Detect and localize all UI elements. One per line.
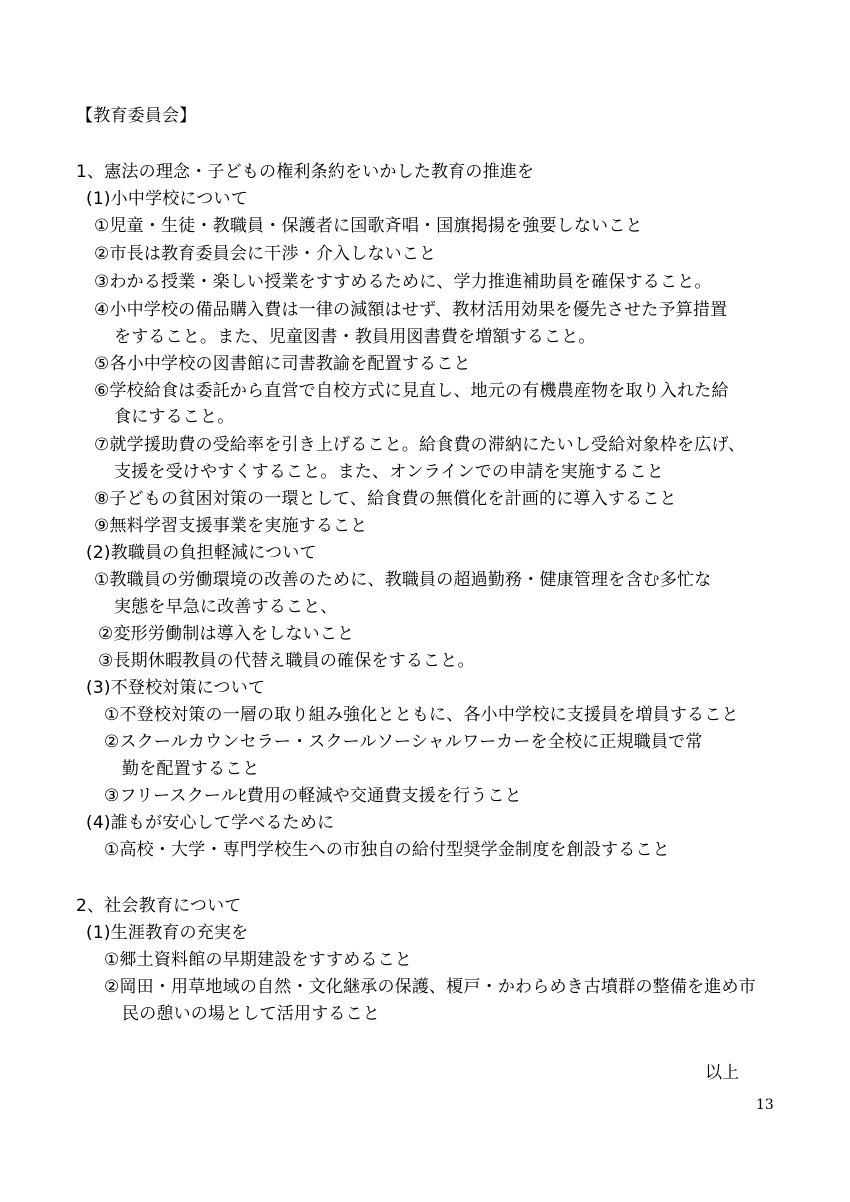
list-item: ⑥学校給食は委託から直営で自校方式に見直し、地元の有機農産物を取り入れた給 — [94, 381, 729, 401]
subsection-1-3-title: (3)不登校対策について — [86, 678, 266, 698]
list-item: ⑦就学援助費の受給率を引き上げること。給食費の滞納にたいし受給対象枠を広げ、 — [94, 435, 746, 455]
list-item: ①郷土資料館の早期建設をすすめること — [104, 950, 413, 970]
list-item: ⑨無料学習支援事業を実施すること — [94, 516, 368, 536]
list-item: ①不登校対策の一層の取り組み強化とともに、各小中学校に支援員を増員すること — [104, 705, 739, 725]
list-item: ②変形労働制は導入をしないこと — [98, 624, 355, 644]
subsection-2-1-title: (1)生涯教育の充実を — [86, 923, 249, 943]
subsection-1-2-title: (2)教職員の負担軽減について — [86, 543, 317, 563]
list-item: ②市長は教育委員会に干渉・介入しないこと — [94, 244, 437, 264]
page-number: 13 — [756, 1097, 774, 1113]
list-item: ②スクールカウンセラー・スクールソーシャルワーカーを全校に正規職員で常 — [104, 732, 703, 752]
list-item: ⑧子どもの貧困対策の一環として、給食費の無償化を計画的に導入すること — [94, 489, 677, 509]
list-item-continuation: 民の憩いの場として活用すること — [122, 1004, 380, 1024]
list-item: ①児童・生徒・教職員・保護者に国歌斉唱・国旗掲揚を強要しないこと — [94, 216, 643, 236]
subsection-1-1-title: (1)小中学校について — [86, 189, 248, 209]
list-item-continuation: 支援を受けやすくすること。また、オンラインでの申請を実施すること — [114, 462, 664, 482]
list-item-continuation: 実態を早急に改善すること、 — [114, 597, 338, 617]
list-item: ③フリースクールﾋ費用の軽減や交通費支援を行うこと — [104, 786, 522, 806]
list-item: ①高校・大学・専門学校生への市独自の給付型奨学金制度を創設すること — [104, 840, 670, 860]
list-item: ①教職員の労働環境の改善のために、教職員の超過勤務・健康管理を含む多忙な — [94, 570, 712, 590]
list-item-continuation: 勤を配置すること — [122, 759, 260, 779]
list-item: ③長期休暇教員の代替え職員の確保をすること。 — [98, 651, 475, 671]
list-item: ②岡田・用草地域の自然・文化継承の保護、榎戸・かわらめき古墳群の整備を進め市 — [104, 977, 756, 997]
list-item-continuation: をすること。また、児童図書・教員用図書費を増額すること。 — [114, 327, 596, 347]
header-title: 【教育委員会】 — [76, 106, 197, 126]
list-item: ③わかる授業・楽しい授業をすすめるために、学力推進補助員を確保すること。 — [94, 272, 712, 292]
subsection-1-4-title: (4)誰もが安心して学べるために — [86, 813, 335, 833]
list-item: ⑤各小中学校の図書館に司書教諭を配置すること — [94, 354, 471, 374]
closing-text: 以上 — [705, 1063, 739, 1083]
list-item: ④小中学校の備品購入費は一律の減額はせず、教材活用効果を優先させた予算措置 — [94, 300, 728, 320]
section-2-title: 2、社会教育について — [76, 896, 242, 916]
section-1-title: 1、憲法の理念・子どもの権利条約をいかした教育の推進を — [76, 162, 535, 182]
list-item-continuation: 食にすること。 — [114, 407, 235, 427]
